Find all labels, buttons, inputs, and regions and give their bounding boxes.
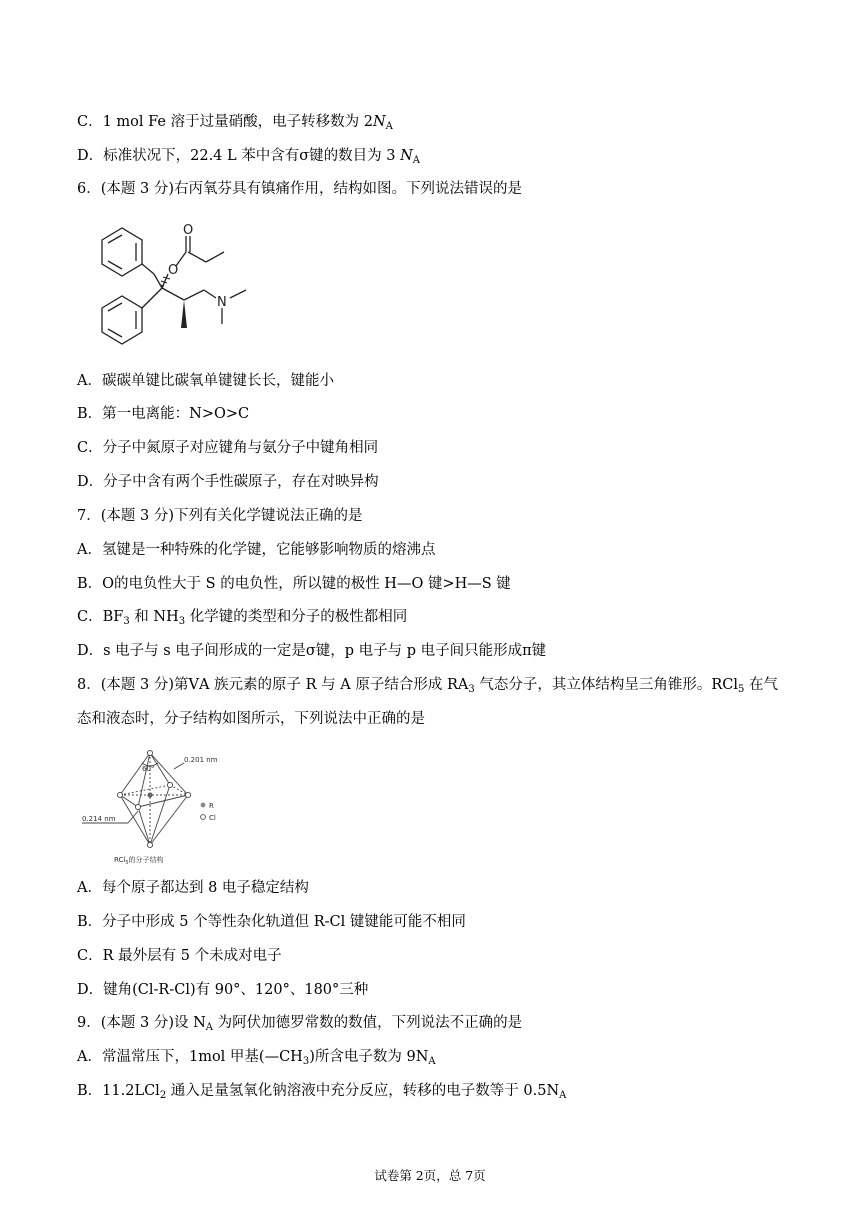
q6-option-d: D．分子中含有两个手性碳原子，存在对映异构 bbox=[77, 474, 379, 490]
bond-length-label-1: 0.201 nm bbox=[184, 756, 218, 764]
q8-stem-line1: 8．(本题 3 分)第ⅤA 族元素的原子 R 与 A 原子结合形成 $RA_3$ 气态分子，其立体结构呈三角锥形。RCl$_5$ 在气 bbox=[77, 677, 778, 695]
q7-option-a: A．氢键是一种特殊的化学键，它能够影响物质的熔沸点 bbox=[77, 542, 436, 558]
q8-option-d: D．键角(Cl-R-Cl)有 90°、120°、180°三种 bbox=[77, 982, 369, 998]
q9-option-a: A．常温常压下，1mol 甲基$(—CH_3)$所含电子数为 $9N_A$ bbox=[77, 1049, 436, 1067]
q7-option-c: C．$BF_3$ 和 $NH_3$ 化学键的类型和分子的极性都相同 bbox=[77, 609, 408, 627]
q5-option-d: D．标准状况下，22.4 L 苯中含有σ键的数目为 3 $N_A$ bbox=[77, 148, 421, 166]
bond-length-label-2: 0.214 nm bbox=[82, 815, 116, 823]
q9-stem: 9．(本题 3 分)设 $N_A$ 为阿伏加德罗常数的数值，下列说法不正确的是 bbox=[77, 1015, 523, 1033]
q7-stem: 7．(本题 3 分)下列有关化学键说法正确的是 bbox=[77, 508, 363, 524]
q7-option-b: B．O的电负性大于 S 的电负性，所以键的极性 H—O 键>H—S 键 bbox=[77, 576, 511, 592]
page-footer: 试卷第 2页，总 7页 bbox=[374, 1168, 486, 1183]
angle-label: 60° bbox=[142, 765, 155, 773]
q8-stem-line2: 态和液态时，分子结构如图所示，下列说法中正确的是 bbox=[77, 711, 425, 727]
rcl5-structure-figure bbox=[80, 745, 230, 867]
q6-option-c: C．分子中氮原子对应键角与氨分子中键角相同 bbox=[77, 440, 379, 456]
legend-r-label: R bbox=[209, 802, 214, 810]
q9-option-b: B．11.2LCl$_2$ 通入足量氢氧化钠溶液中充分反应，转移的电子数等于 $0.5N_A$ bbox=[77, 1083, 567, 1101]
figure-caption: RCl$_5$的分子结构 bbox=[114, 856, 164, 866]
q6-stem: 6．(本题 3 分)右丙氧芬具有镇痛作用，结构如图。下列说法错误的是 bbox=[77, 181, 522, 197]
q6-option-b: B．第一电离能：N>O>C bbox=[77, 406, 250, 422]
q8-option-c: C．R 最外层有 5 个未成对电子 bbox=[77, 948, 282, 964]
q6-option-a: A．碳碳单键比碳氧单键键长长，键能小 bbox=[77, 373, 334, 389]
q8-option-a: A．每个原子都达到 8 电子稳定结构 bbox=[77, 880, 309, 896]
q7-option-d: D．s 电子与 s 电子间形成的一定是σ键，p 电子与 p 电子间只能形成π键 bbox=[77, 643, 547, 659]
dextropropoxyphene-structure-figure bbox=[82, 212, 272, 352]
q8-option-b: B．分子中形成 5 个等性杂化轨道但 R-Cl 键键能可能不相同 bbox=[77, 914, 466, 930]
ester-oxygen-label: O bbox=[168, 263, 179, 278]
q5-option-c: C．1 mol Fe 溶于过量硝酸，电子转移数为 $2N_A$ bbox=[77, 114, 393, 132]
carbonyl-oxygen-label: O bbox=[183, 223, 194, 238]
legend-cl-label: Cl bbox=[209, 814, 216, 822]
nitrogen-label: N bbox=[217, 295, 227, 310]
